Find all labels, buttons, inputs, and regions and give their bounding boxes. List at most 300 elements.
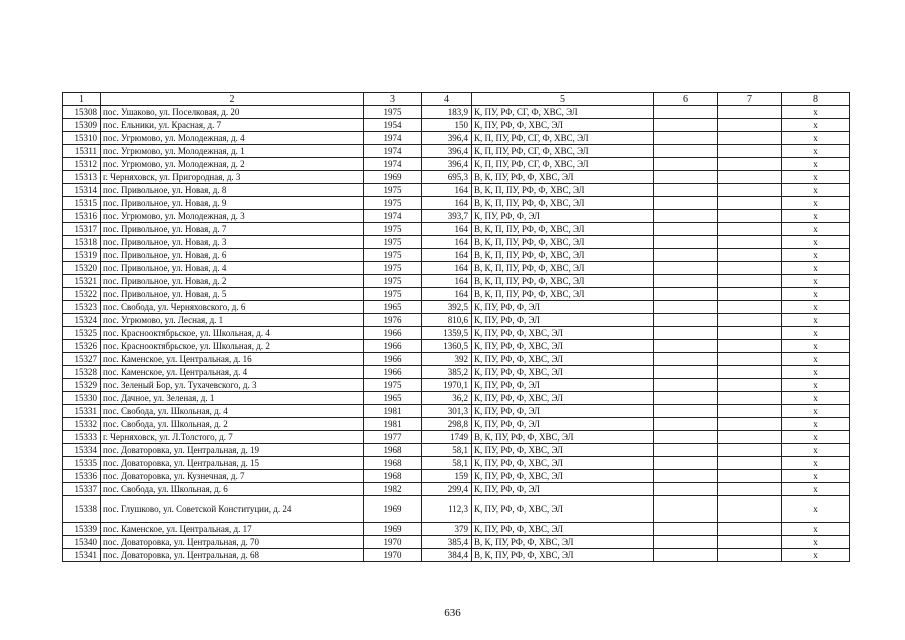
column-8-mark: x	[782, 405, 850, 418]
column-7-value	[718, 405, 782, 418]
column-8-mark: x	[782, 353, 850, 366]
column-6-value	[654, 210, 718, 223]
address: пос. Привольное, ул. Новая, д. 3	[101, 236, 364, 249]
column-6-value	[654, 431, 718, 444]
record-number: 15313	[63, 171, 101, 184]
column-header: 5	[472, 93, 654, 106]
column-8-mark: x	[782, 483, 850, 496]
column-6-value	[654, 314, 718, 327]
year-built: 1975	[364, 249, 422, 262]
area: 385,4	[422, 536, 472, 549]
year-built: 1981	[364, 405, 422, 418]
record-number: 15311	[63, 145, 101, 158]
column-6-value	[654, 236, 718, 249]
engineering-systems: В, К, ПУ, РФ, Ф, ХВС, ЭЛ	[472, 431, 654, 444]
table-row	[63, 197, 850, 210]
column-6-value	[654, 536, 718, 549]
table-row	[63, 470, 850, 483]
column-8-mark: x	[782, 457, 850, 470]
table-row	[63, 340, 850, 353]
engineering-systems: К, ПУ, РФ, СГ, Ф, ХВС, ЭЛ	[472, 106, 654, 119]
year-built: 1968	[364, 457, 422, 470]
column-8-mark: x	[782, 366, 850, 379]
table-row	[63, 483, 850, 496]
column-8-mark: x	[782, 210, 850, 223]
engineering-systems: К, ПУ, РФ, Ф, ХВС, ЭЛ	[472, 444, 654, 457]
record-number: 15308	[63, 106, 101, 119]
column-6-value	[654, 549, 718, 562]
table-row	[63, 249, 850, 262]
table-row	[63, 314, 850, 327]
year-built: 1975	[364, 106, 422, 119]
area: 385,2	[422, 366, 472, 379]
engineering-systems: К, ПУ, РФ, Ф, ЭЛ	[472, 210, 654, 223]
area: 1359,5	[422, 327, 472, 340]
address: пос. Каменское, ул. Центральная, д. 17	[101, 523, 364, 536]
area: 379	[422, 523, 472, 536]
record-number: 15317	[63, 223, 101, 236]
column-6-value	[654, 444, 718, 457]
column-6-value	[654, 275, 718, 288]
address: пос. Доваторовка, ул. Центральная, д. 70	[101, 536, 364, 549]
address: пос. Доваторовка, ул. Центральная, д. 68	[101, 549, 364, 562]
column-8-mark: x	[782, 171, 850, 184]
column-8-mark: x	[782, 379, 850, 392]
year-built: 1954	[364, 119, 422, 132]
record-number: 15330	[63, 392, 101, 405]
column-8-mark: x	[782, 223, 850, 236]
engineering-systems: В, К, П, ПУ, РФ, Ф, ХВС, ЭЛ	[472, 223, 654, 236]
column-8-mark: x	[782, 314, 850, 327]
column-6-value	[654, 249, 718, 262]
year-built: 1974	[364, 145, 422, 158]
table-row	[63, 223, 850, 236]
engineering-systems: К, ПУ, РФ, Ф, ЭЛ	[472, 379, 654, 392]
column-8-mark: x	[782, 392, 850, 405]
record-number: 15323	[63, 301, 101, 314]
table-row	[63, 444, 850, 457]
column-8-mark: x	[782, 288, 850, 301]
table-row	[63, 262, 850, 275]
table-row	[63, 457, 850, 470]
year-built: 1965	[364, 301, 422, 314]
address: пос. Привольное, ул. Новая, д. 5	[101, 288, 364, 301]
record-number: 15329	[63, 379, 101, 392]
column-8-mark: x	[782, 301, 850, 314]
year-built: 1975	[364, 262, 422, 275]
address: пос. Краснооктябрьское, ул. Школьная, д. 2	[101, 340, 364, 353]
column-7-value	[718, 366, 782, 379]
engineering-systems: В, К, ПУ, РФ, Ф, ХВС, ЭЛ	[472, 549, 654, 562]
document-page	[62, 92, 849, 562]
year-built: 1966	[364, 366, 422, 379]
address: пос. Привольное, ул. Новая, д. 8	[101, 184, 364, 197]
engineering-systems: К, П, ПУ, РФ, СГ, Ф, ХВС, ЭЛ	[472, 145, 654, 158]
area: 1360,5	[422, 340, 472, 353]
table-body	[63, 106, 850, 562]
area: 36,2	[422, 392, 472, 405]
table-row	[63, 210, 850, 223]
address: пос. Каменское, ул. Центральная, д. 16	[101, 353, 364, 366]
column-7-value	[718, 379, 782, 392]
column-7-value	[718, 353, 782, 366]
record-number: 15318	[63, 236, 101, 249]
column-7-value	[718, 262, 782, 275]
column-8-mark: x	[782, 236, 850, 249]
record-number: 15339	[63, 523, 101, 536]
engineering-systems: К, ПУ, РФ, Ф, ЭЛ	[472, 314, 654, 327]
column-7-value	[718, 301, 782, 314]
year-built: 1966	[364, 353, 422, 366]
area: 1749	[422, 431, 472, 444]
engineering-systems: К, ПУ, РФ, Ф, ХВС, ЭЛ	[472, 366, 654, 379]
column-7-value	[718, 340, 782, 353]
column-6-value	[654, 301, 718, 314]
table-row	[63, 549, 850, 562]
area: 396,4	[422, 145, 472, 158]
table-row	[63, 418, 850, 431]
address: пос. Угрюмово, ул. Молодежная, д. 4	[101, 132, 364, 145]
record-number: 15310	[63, 132, 101, 145]
column-8-mark: x	[782, 444, 850, 457]
address: пос. Привольное, ул. Новая, д. 9	[101, 197, 364, 210]
column-7-value	[718, 171, 782, 184]
year-built: 1969	[364, 171, 422, 184]
column-7-value	[718, 184, 782, 197]
year-built: 1975	[364, 288, 422, 301]
column-header: 8	[782, 93, 850, 106]
column-6-value	[654, 405, 718, 418]
engineering-systems: К, ПУ, РФ, Ф, ЭЛ	[472, 405, 654, 418]
record-number: 15320	[63, 262, 101, 275]
address: пос. Свобода, ул. Школьная, д. 6	[101, 483, 364, 496]
column-header: 1	[63, 93, 101, 106]
header-row	[63, 93, 850, 106]
table-row	[63, 236, 850, 249]
record-number: 15335	[63, 457, 101, 470]
engineering-systems: К, ПУ, РФ, Ф, ХВС, ЭЛ	[472, 340, 654, 353]
column-7-value	[718, 392, 782, 405]
engineering-systems: К, ПУ, РФ, Ф, ХВС, ЭЛ	[472, 353, 654, 366]
column-7-value	[718, 327, 782, 340]
column-7-value	[718, 444, 782, 457]
area: 58,1	[422, 444, 472, 457]
address: пос. Каменское, ул. Центральная, д. 4	[101, 366, 364, 379]
column-6-value	[654, 340, 718, 353]
address: пос. Глушково, ул. Советской Конституции, д. 24	[101, 496, 364, 523]
column-header: 4	[422, 93, 472, 106]
year-built: 1975	[364, 197, 422, 210]
column-8-mark: x	[782, 536, 850, 549]
column-6-value	[654, 106, 718, 119]
area: 164	[422, 275, 472, 288]
engineering-systems: К, ПУ, РФ, Ф, ХВС, ЭЛ	[472, 327, 654, 340]
area: 392,5	[422, 301, 472, 314]
area: 396,4	[422, 132, 472, 145]
record-number: 15337	[63, 483, 101, 496]
table-row	[63, 327, 850, 340]
year-built: 1965	[364, 392, 422, 405]
column-8-mark: x	[782, 523, 850, 536]
column-6-value	[654, 392, 718, 405]
column-7-value	[718, 483, 782, 496]
column-header: 3	[364, 93, 422, 106]
address: г. Черняховск, ул. Л.Толстого, д. 7	[101, 431, 364, 444]
year-built: 1974	[364, 158, 422, 171]
column-7-value	[718, 431, 782, 444]
record-number: 15315	[63, 197, 101, 210]
table-row	[63, 523, 850, 536]
column-7-value	[718, 314, 782, 327]
address: пос. Привольное, ул. Новая, д. 6	[101, 249, 364, 262]
column-8-mark: x	[782, 418, 850, 431]
engineering-systems: К, ПУ, РФ, Ф, ХВС, ЭЛ	[472, 470, 654, 483]
address: пос. Свобода, ул. Черняховского, д. 6	[101, 301, 364, 314]
column-6-value	[654, 366, 718, 379]
column-8-mark: x	[782, 431, 850, 444]
record-number: 15326	[63, 340, 101, 353]
address: пос. Привольное, ул. Новая, д. 2	[101, 275, 364, 288]
column-header: 2	[101, 93, 364, 106]
page-number: 636	[444, 607, 461, 619]
engineering-systems: В, К, ПУ, РФ, Ф, ХВС, ЭЛ	[472, 536, 654, 549]
column-7-value	[718, 145, 782, 158]
table-row	[63, 288, 850, 301]
table-row	[63, 158, 850, 171]
column-8-mark: x	[782, 262, 850, 275]
column-header: 7	[718, 93, 782, 106]
column-7-value	[718, 457, 782, 470]
column-6-value	[654, 223, 718, 236]
engineering-systems: К, ПУ, РФ, Ф, ЭЛ	[472, 301, 654, 314]
area: 1970,1	[422, 379, 472, 392]
column-7-value	[718, 549, 782, 562]
column-8-mark: x	[782, 106, 850, 119]
column-6-value	[654, 418, 718, 431]
column-7-value	[718, 523, 782, 536]
record-number: 15334	[63, 444, 101, 457]
record-number: 15328	[63, 366, 101, 379]
column-8-mark: x	[782, 158, 850, 171]
column-7-value	[718, 223, 782, 236]
table-row	[63, 275, 850, 288]
year-built: 1970	[364, 536, 422, 549]
address: пос. Доваторовка, ул. Кузнечная, д. 7	[101, 470, 364, 483]
column-7-value	[718, 197, 782, 210]
column-6-value	[654, 132, 718, 145]
area: 159	[422, 470, 472, 483]
year-built: 1981	[364, 418, 422, 431]
column-6-value	[654, 119, 718, 132]
column-6-value	[654, 470, 718, 483]
area: 58,1	[422, 457, 472, 470]
table-row	[63, 366, 850, 379]
table-row	[63, 496, 850, 523]
column-7-value	[718, 288, 782, 301]
engineering-systems: К, ПУ, РФ, Ф, ХВС, ЭЛ	[472, 457, 654, 470]
address: пос. Краснооктябрьское, ул. Школьная, д. 4	[101, 327, 364, 340]
column-6-value	[654, 327, 718, 340]
area: 150	[422, 119, 472, 132]
column-7-value	[718, 418, 782, 431]
column-7-value	[718, 158, 782, 171]
record-number: 15340	[63, 536, 101, 549]
address: пос. Доваторовка, ул. Центральная, д. 15	[101, 457, 364, 470]
column-8-mark: x	[782, 197, 850, 210]
table-row	[63, 405, 850, 418]
table-row	[63, 536, 850, 549]
column-8-mark: x	[782, 496, 850, 523]
area: 183,9	[422, 106, 472, 119]
column-6-value	[654, 496, 718, 523]
year-built: 1969	[364, 496, 422, 523]
address: пос. Угрюмово, ул. Молодежная, д. 3	[101, 210, 364, 223]
record-number: 15312	[63, 158, 101, 171]
address: пос. Привольное, ул. Новая, д. 7	[101, 223, 364, 236]
year-built: 1982	[364, 483, 422, 496]
engineering-systems: К, П, ПУ, РФ, СГ, Ф, ХВС, ЭЛ	[472, 132, 654, 145]
column-7-value	[718, 236, 782, 249]
engineering-systems: К, ПУ, РФ, Ф, ЭЛ	[472, 418, 654, 431]
year-built: 1969	[364, 523, 422, 536]
area: 164	[422, 249, 472, 262]
address: пос. Зеленый Бор, ул. Тухачевского, д. 3	[101, 379, 364, 392]
column-6-value	[654, 483, 718, 496]
record-number: 15319	[63, 249, 101, 262]
column-6-value	[654, 171, 718, 184]
column-8-mark: x	[782, 249, 850, 262]
column-7-value	[718, 249, 782, 262]
buildings-table	[62, 92, 850, 562]
engineering-systems: В, К, П, ПУ, РФ, Ф, ХВС, ЭЛ	[472, 262, 654, 275]
column-header: 6	[654, 93, 718, 106]
record-number: 15324	[63, 314, 101, 327]
area: 393,7	[422, 210, 472, 223]
record-number: 15336	[63, 470, 101, 483]
column-6-value	[654, 288, 718, 301]
table-row	[63, 301, 850, 314]
column-6-value	[654, 262, 718, 275]
column-8-mark: x	[782, 340, 850, 353]
area: 164	[422, 184, 472, 197]
year-built: 1975	[364, 236, 422, 249]
record-number: 15332	[63, 418, 101, 431]
area: 164	[422, 262, 472, 275]
year-built: 1974	[364, 210, 422, 223]
record-number: 15321	[63, 275, 101, 288]
area: 396,4	[422, 158, 472, 171]
area: 112,3	[422, 496, 472, 523]
table-row	[63, 132, 850, 145]
column-8-mark: x	[782, 275, 850, 288]
engineering-systems: В, К, П, ПУ, РФ, Ф, ХВС, ЭЛ	[472, 184, 654, 197]
engineering-systems: В, К, П, ПУ, РФ, Ф, ХВС, ЭЛ	[472, 275, 654, 288]
area: 299,4	[422, 483, 472, 496]
record-number: 15333	[63, 431, 101, 444]
area: 384,4	[422, 549, 472, 562]
column-6-value	[654, 158, 718, 171]
column-6-value	[654, 145, 718, 158]
column-6-value	[654, 184, 718, 197]
column-7-value	[718, 106, 782, 119]
year-built: 1975	[364, 275, 422, 288]
engineering-systems: К, ПУ, РФ, Ф, ХВС, ЭЛ	[472, 496, 654, 523]
record-number: 15338	[63, 496, 101, 523]
engineering-systems: В, К, П, ПУ, РФ, Ф, ХВС, ЭЛ	[472, 288, 654, 301]
table-row	[63, 379, 850, 392]
area: 164	[422, 236, 472, 249]
area: 301,3	[422, 405, 472, 418]
record-number: 15309	[63, 119, 101, 132]
column-7-value	[718, 119, 782, 132]
address: пос. Угрюмово, ул. Молодежная, д. 1	[101, 145, 364, 158]
column-6-value	[654, 379, 718, 392]
engineering-systems: К, П, ПУ, РФ, СГ, Ф, ХВС, ЭЛ	[472, 158, 654, 171]
year-built: 1974	[364, 132, 422, 145]
year-built: 1976	[364, 314, 422, 327]
engineering-systems: К, ПУ, РФ, Ф, ХВС, ЭЛ	[472, 119, 654, 132]
table-row	[63, 119, 850, 132]
address: г. Черняховск, ул. Пригородная, д. 3	[101, 171, 364, 184]
year-built: 1968	[364, 470, 422, 483]
address: пос. Доваторовка, ул. Центральная, д. 19	[101, 444, 364, 457]
area: 810,6	[422, 314, 472, 327]
engineering-systems: В, К, П, ПУ, РФ, Ф, ХВС, ЭЛ	[472, 197, 654, 210]
address: пос. Привольное, ул. Новая, д. 4	[101, 262, 364, 275]
column-8-mark: x	[782, 132, 850, 145]
table-row	[63, 171, 850, 184]
address: пос. Дачное, ул. Зеленая, д. 1	[101, 392, 364, 405]
year-built: 1975	[364, 379, 422, 392]
column-8-mark: x	[782, 549, 850, 562]
column-7-value	[718, 536, 782, 549]
year-built: 1970	[364, 549, 422, 562]
table-row	[63, 145, 850, 158]
column-8-mark: x	[782, 327, 850, 340]
column-6-value	[654, 523, 718, 536]
record-number: 15322	[63, 288, 101, 301]
column-7-value	[718, 470, 782, 483]
column-7-value	[718, 132, 782, 145]
column-6-value	[654, 457, 718, 470]
record-number: 15327	[63, 353, 101, 366]
area: 164	[422, 197, 472, 210]
engineering-systems: К, ПУ, РФ, Ф, ЭЛ	[472, 483, 654, 496]
area: 298,8	[422, 418, 472, 431]
table-row	[63, 353, 850, 366]
column-8-mark: x	[782, 470, 850, 483]
table-row	[63, 184, 850, 197]
engineering-systems: В, К, П, ПУ, РФ, Ф, ХВС, ЭЛ	[472, 236, 654, 249]
year-built: 1977	[364, 431, 422, 444]
table-row	[63, 106, 850, 119]
address: пос. Угрюмово, ул. Молодежная, д. 2	[101, 158, 364, 171]
area: 392	[422, 353, 472, 366]
address: пос. Угрюмово, ул. Лесная, д. 1	[101, 314, 364, 327]
address: пос. Ельники, ул. Красная, д. 7	[101, 119, 364, 132]
record-number: 15316	[63, 210, 101, 223]
address: пос. Ушаково, ул. Поселковая, д. 20	[101, 106, 364, 119]
year-built: 1968	[364, 444, 422, 457]
column-8-mark: x	[782, 145, 850, 158]
area: 695,3	[422, 171, 472, 184]
record-number: 15314	[63, 184, 101, 197]
engineering-systems: К, ПУ, РФ, Ф, ХВС, ЭЛ	[472, 523, 654, 536]
table-row	[63, 392, 850, 405]
year-built: 1975	[364, 223, 422, 236]
column-8-mark: x	[782, 184, 850, 197]
table-row	[63, 431, 850, 444]
